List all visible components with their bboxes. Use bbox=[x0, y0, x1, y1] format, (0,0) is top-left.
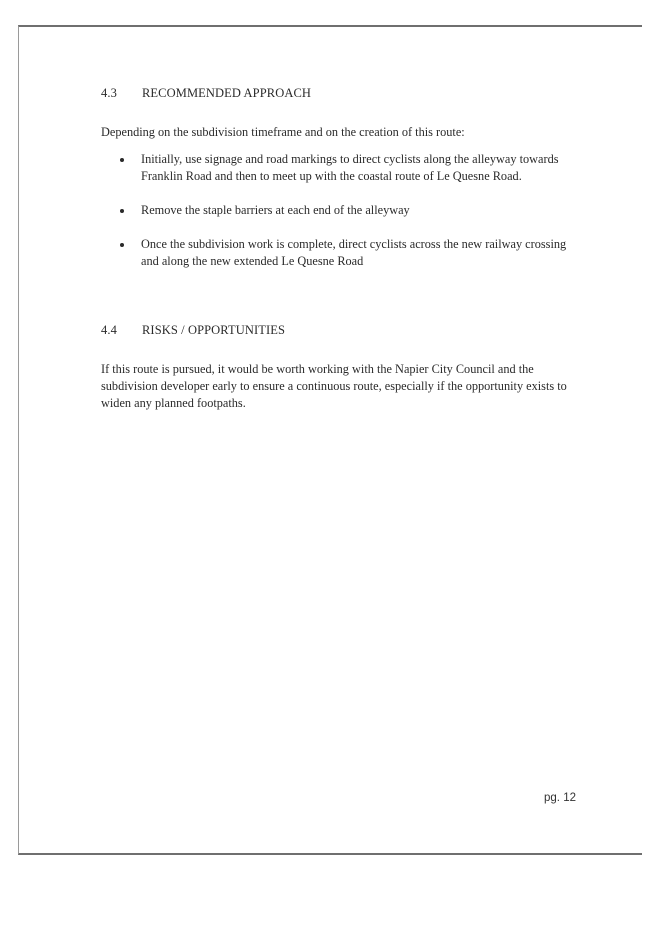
bullet-dot-icon bbox=[120, 209, 124, 213]
list-item bbox=[101, 151, 571, 185]
list-item-text: Remove the staple barriers at each end of the alleyway bbox=[141, 203, 410, 217]
page-frame bbox=[18, 25, 642, 855]
list-item bbox=[101, 202, 571, 219]
section-4-4-number: 4.4 bbox=[101, 323, 117, 337]
bullet-dot-icon bbox=[120, 158, 124, 162]
section-4-3-number: 4.3 bbox=[101, 86, 117, 100]
list-item-text: Initially, use signage and road markings to direct cyclists along the alleyway towards Franklin Road and then to meet up with the coastal route of Le Quesne Road. bbox=[141, 152, 559, 183]
section-4-3-title: RECOMMENDED APPROACH bbox=[142, 86, 312, 100]
recommended-approach-list bbox=[101, 151, 571, 287]
bullet-dot-icon bbox=[120, 243, 124, 247]
section-4-4-title: RISKS / OPPORTUNITIES bbox=[142, 323, 286, 337]
section-4-4-body: If this route is pursued, it would be worth working with the Napier City Council and the subdivision developer early to ensure a continuous route, especially if the opportunity exists to widen any planned footpaths. bbox=[101, 362, 567, 410]
section-4-3-heading bbox=[101, 86, 311, 101]
page-number: pg. 12 bbox=[544, 792, 576, 804]
list-item bbox=[101, 236, 571, 270]
section-4-4-heading bbox=[101, 323, 285, 338]
section-4-3-intro: Depending on the subdivision timeframe and on the creation of this route: bbox=[101, 125, 465, 139]
list-item-text: Once the subdivision work is complete, direct cyclists across the new railway crossing and along the new extended Le Quesne Road bbox=[141, 237, 567, 268]
